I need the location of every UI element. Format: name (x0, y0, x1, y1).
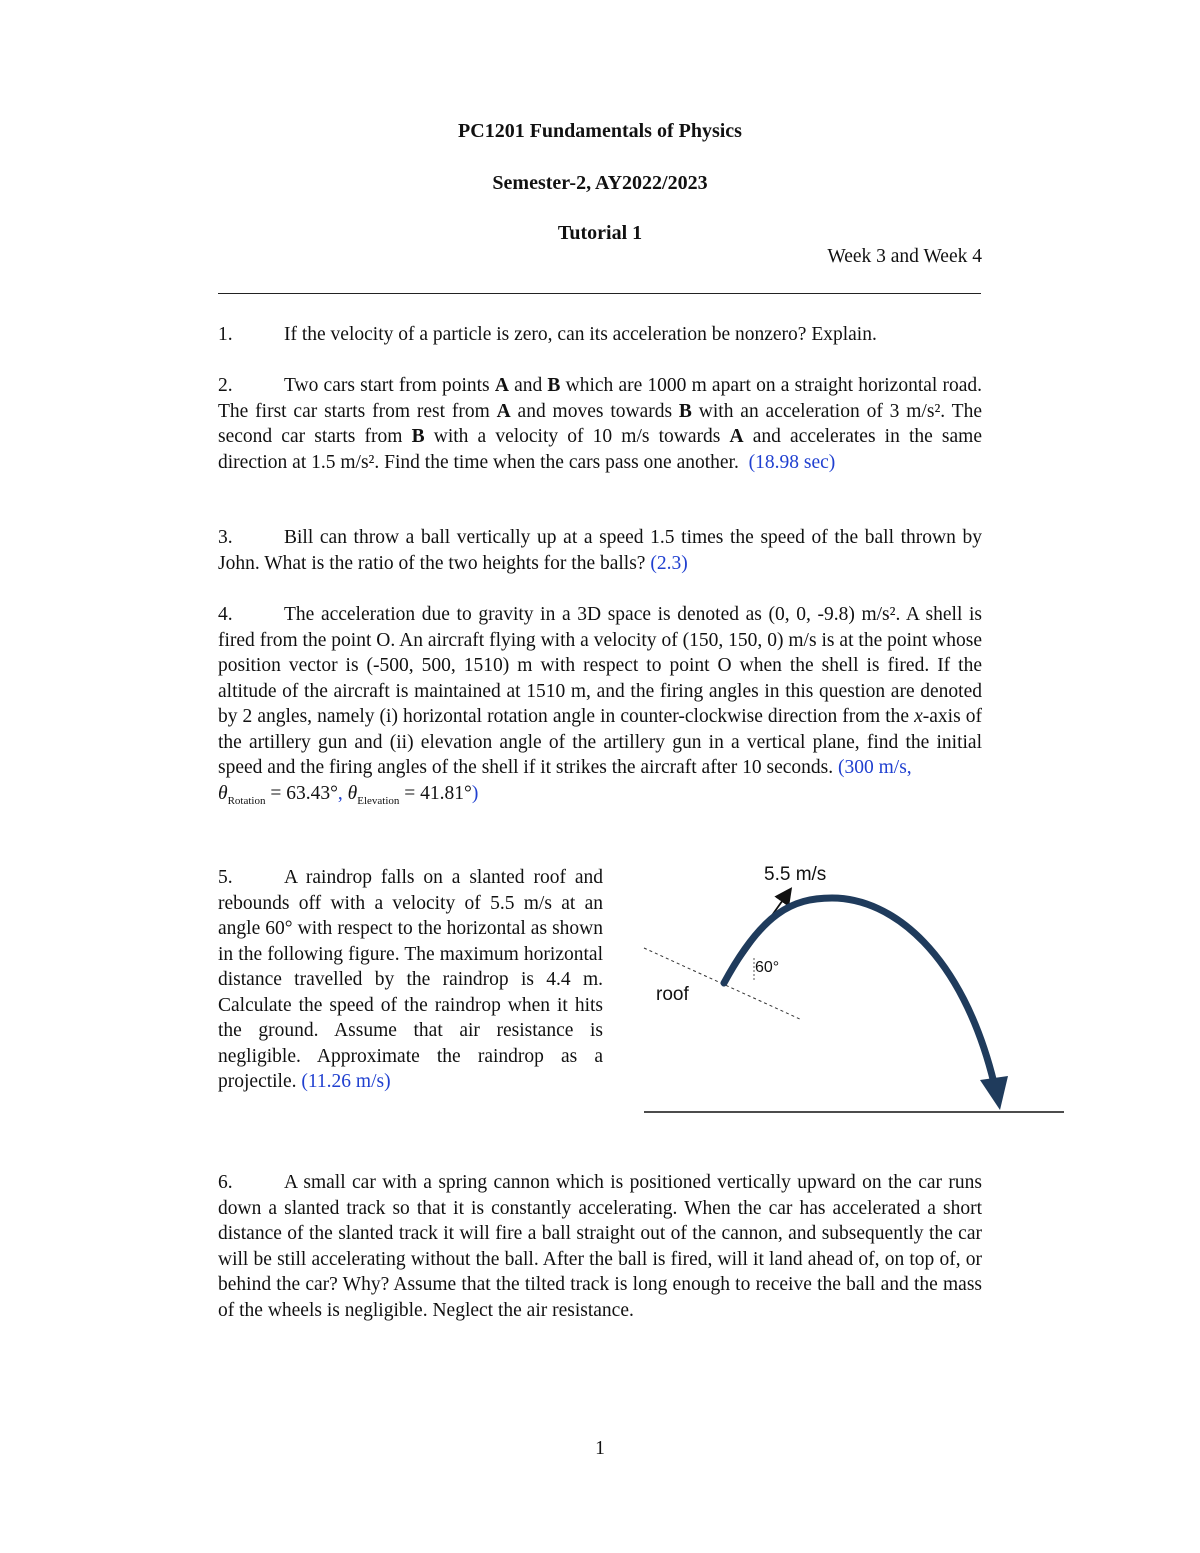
question-text: Bill can throw a ball vertically up at a speed 1.5 times the speed of the ball thrown by John. What is the ratio of the two heights for the balls? (218, 527, 982, 574)
answer: (2.3) (650, 552, 688, 574)
theta-subscript: Rotation (227, 794, 266, 807)
question-1 (218, 322, 982, 348)
question-text: with an acceleration of 3 m/s². The second car starts from (218, 400, 982, 447)
question-number: 6. (218, 1172, 233, 1193)
theta-symbol: θ (347, 782, 358, 804)
question-text: A raindrop falls on a slanted roof and rebounds off with a velocity of 5.5 m/s at an angle 60° with respect to the horizontal as shown in the following figure. The maximum horizontal distance travelled by the raindrop is 4.4 m. Calculate the speed of the raindrop when it hits the ground. Assume that air resistance is negligible. Approximate the raindrop as a projectile. (218, 867, 603, 1092)
course-title: PC1201 Fundamentals of Physics (458, 120, 742, 142)
question-text: Two cars start from points (284, 375, 495, 396)
point-label: A (496, 400, 511, 422)
question-number: 5. (218, 867, 233, 888)
trajectory-arrowhead (980, 1076, 1008, 1110)
point-label: B (411, 426, 425, 447)
question-text: -axis of the artillery gun and (ii) elevation angle of the artillery gun in a vertical plane, find the initial speed and the firing angles of the shell if it strikes the aircraft after 10 seconds. (218, 706, 982, 778)
header-divider (218, 293, 981, 294)
theta-value: = 41.81° (399, 782, 472, 804)
question-3 (218, 525, 982, 576)
point-label: A (729, 426, 744, 447)
question-6 (218, 1170, 982, 1323)
x-axis-symbol: x (914, 706, 923, 727)
theta-subscript: Elevation (357, 794, 400, 807)
answer-angles (218, 782, 479, 807)
answer: (18.98 sec) (748, 451, 836, 473)
trajectory-path (724, 898, 994, 1083)
question-text: and (508, 375, 548, 396)
tutorial-label: Tutorial 1 (557, 222, 643, 244)
answer-close: ) (471, 782, 479, 804)
question-text: with a velocity of 10 m/s towards (424, 426, 730, 447)
question-number: 4. (218, 604, 233, 625)
point-label: A (494, 375, 509, 396)
answer-speed: (300 m/s, (838, 757, 912, 778)
speed-label: 5.5 m/s (764, 864, 827, 885)
question-text: which are 1000 m apart on a straight horizontal road. The first car starts from rest from (218, 375, 983, 422)
question-number: 3. (218, 527, 233, 548)
roof-label: roof (656, 984, 689, 1005)
point-label: B (678, 400, 692, 422)
question-number: 1. (218, 324, 233, 345)
answer: (11.26 m/s) (301, 1071, 391, 1092)
page-number: 1 (595, 1438, 605, 1459)
raindrop-figure (642, 858, 1067, 1120)
theta-symbol: θ (218, 782, 228, 804)
theta-value: = 63.43° (265, 782, 338, 804)
weeks-label: Week 3 and Week 4 (827, 246, 982, 267)
semester-label: Semester-2, AY2022/2023 (492, 172, 708, 194)
question-2 (218, 373, 982, 475)
question-4 (218, 602, 982, 814)
answer-separator: , (337, 782, 343, 804)
question-number: 2. (218, 375, 233, 396)
question-text: A small car with a spring cannon which is positioned vertically upward on the car runs down a slanted track so that it is constantly accelerating. When the car has accelerated a short distance of the slanted track it will fire a ball straight out of the cannon, and subsequently the car will be still accelerating without the ball. After the ball is fired, will it land ahead of, on top of, or behind the car? Why? Assume that the tilted track is long enough to receive the ball and the mass of the wheels is negligible. Neglect the air resistance. (218, 1172, 982, 1321)
question-text: If the velocity of a particle is zero, can its acceleration be nonzero? Explain. (284, 324, 877, 345)
question-text: and moves towards (510, 400, 679, 422)
question-text: and accelerates in the same direction at 1.5 m/s². Find the time when the cars pass one another. (218, 426, 982, 473)
angle-label: 60° (755, 959, 780, 976)
question-text: The acceleration due to gravity in a 3D space is denoted as (0, 0, -9.8) m/s². A shell is fired from the point O. An aircraft flying with a velocity of (150, 150, 0) m/s is at the point whose position vector is (-500, 500, 1510) m with respect to point O when the shell is fired. If the altitude of the aircraft is maintained at 1510 m, and the firing angles in this question are denoted by 2 angles, namely (i) horizontal rotation angle in counter-clockwise direction from the (218, 604, 982, 727)
question-5 (218, 865, 603, 1095)
point-label: B (547, 375, 561, 396)
